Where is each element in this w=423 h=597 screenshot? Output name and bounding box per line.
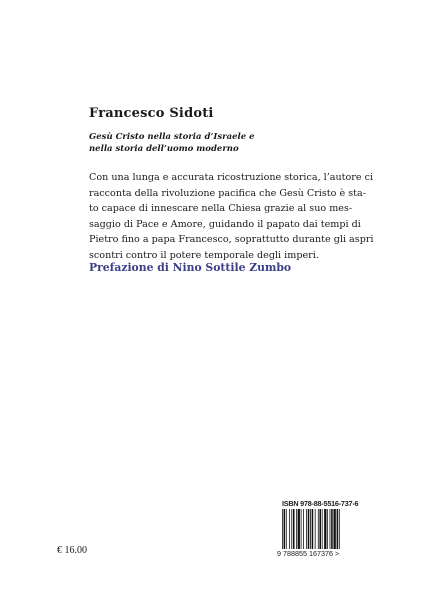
barcode-bar [284, 509, 286, 549]
barcode-bar [286, 509, 287, 549]
preface-credit: Prefazione di Nino Sottile Zumbo [89, 261, 292, 274]
barcode-bar [322, 509, 323, 549]
barcode-bar [330, 509, 331, 549]
barcode-bar [339, 509, 340, 549]
book-subtitle [89, 131, 309, 155]
blurb-line: saggio di Pace e Amore, guidando il papato dai tempi di [89, 218, 361, 230]
author-name: Francesco Sidoti [89, 106, 214, 121]
barcode-bar [282, 509, 283, 549]
barcode-bar [303, 509, 304, 549]
isbn-label: ISBN 978-88-5516-737-6 [282, 499, 359, 508]
isbn-barcode [282, 509, 358, 549]
barcode-bar [315, 509, 316, 549]
blurb-line: scontri contro il potere temporale degli imperi. [89, 249, 319, 261]
barcode-bar [293, 509, 295, 549]
blurb-line: Pietro fino a papa Francesco, soprattutto durante gli aspri [89, 234, 374, 246]
barcode-bar [296, 509, 297, 549]
barcode-bar [289, 509, 290, 549]
barcode-bar [308, 509, 310, 549]
barcode-digits: 9 788855 167376 > [277, 549, 340, 558]
barcode-bar [327, 509, 328, 549]
barcode-bar [319, 509, 321, 549]
barcode-bar [291, 509, 292, 549]
barcode-bar [318, 509, 319, 549]
barcode-bar [306, 509, 307, 549]
blurb-paragraph [89, 170, 374, 264]
barcode-bar [324, 509, 326, 549]
barcode-bar [301, 509, 302, 549]
barcode-bar [312, 509, 314, 549]
subtitle-line: Gesù Cristo nella storia d’Israele e [89, 132, 255, 142]
blurb-line: to capace di innescare nella Chiesa grazie al suo mes- [89, 203, 353, 215]
barcode-bar [310, 509, 311, 549]
barcode-bar [298, 509, 300, 549]
barcode-bar [331, 509, 333, 549]
blurb-line: Con una lunga e accurata ricostruzione storica, l’autore ci [89, 172, 374, 183]
subtitle-line: nella storia dell’uomo moderno [89, 144, 239, 154]
price: € 16.00 [57, 545, 87, 556]
barcode-bar [333, 509, 335, 549]
blurb-line: racconta della rivoluzione pacifica che Gesù Cristo è sta- [89, 187, 366, 199]
barcode-bar [337, 509, 339, 549]
